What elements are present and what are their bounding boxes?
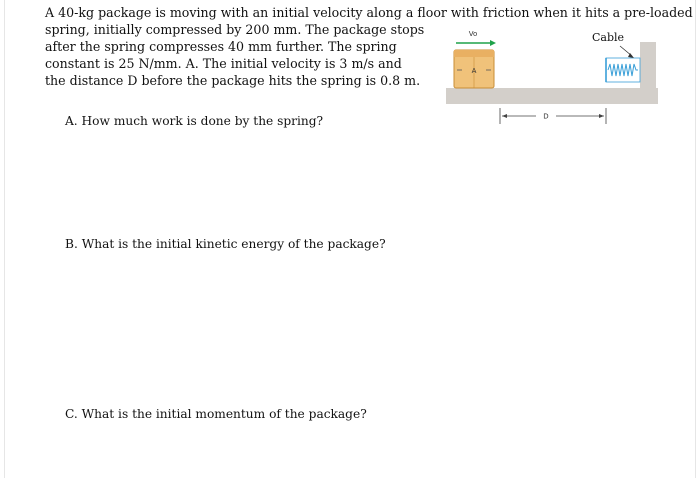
distance-dimension — [500, 108, 606, 124]
package-label: A — [471, 67, 477, 75]
velocity-label: Vo — [468, 30, 478, 38]
problem-statement-line1: A 40-kg package is moving with an initial velocity along a floor with friction when it hits a pre-loaded — [45, 5, 693, 20]
velocity-arrow-icon — [456, 40, 496, 46]
wall — [640, 42, 656, 104]
spring-icon — [606, 58, 640, 82]
cable-icon — [620, 46, 634, 58]
question-a: A. How much work is done by the spring? — [65, 114, 324, 128]
package-spring-diagram — [440, 24, 660, 124]
floor — [446, 88, 658, 104]
question-b: B. What is the initial kinetic energy of the package? — [65, 237, 386, 251]
question-c: C. What is the initial momentum of the package? — [65, 407, 367, 421]
problem-statement-body: spring, initially compressed by 200 mm. The package stops after the spring compresses 40 mm further. The spring constant is 25 N/mm. A. The initial velocity is 3 m/s and the distance D before the package hits the spring is 0.8 m. — [45, 22, 425, 88]
cable-label: Cable — [592, 31, 625, 44]
distance-label: D — [543, 112, 549, 121]
